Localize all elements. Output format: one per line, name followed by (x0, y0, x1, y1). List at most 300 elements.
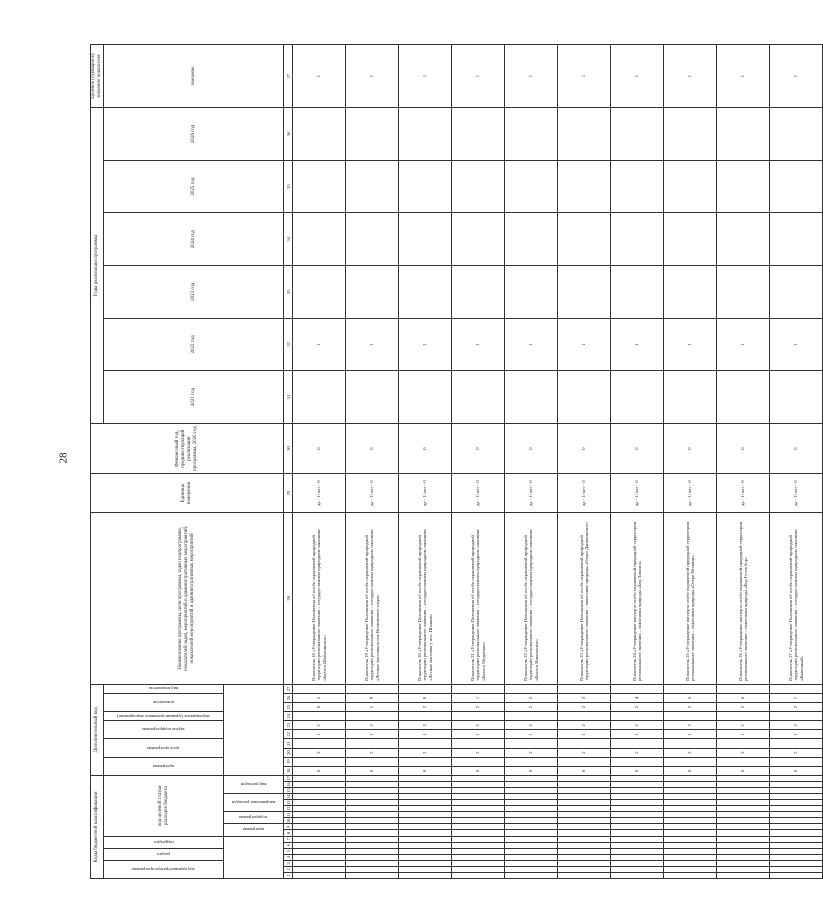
year-2021-cell (293, 371, 346, 424)
additional-code-cell: 2 (558, 721, 611, 730)
year-2023-cell (293, 266, 346, 319)
additional-code-cell: 8 (293, 766, 346, 775)
additional-code-cell (770, 712, 823, 721)
table-row (664, 45, 717, 879)
budget-code-cell (717, 866, 770, 872)
budget-code-cell (346, 872, 399, 878)
budget-code-cell (399, 872, 452, 878)
additional-code-cell: 2 (717, 721, 770, 730)
year-2023-cell (558, 266, 611, 319)
additional-code-cell (558, 684, 611, 693)
year-2025-cell (664, 160, 717, 213)
budget-code-cell (664, 812, 717, 818)
additional-code-cell: 3 (558, 693, 611, 702)
year-2025-cell (452, 160, 505, 213)
budget-code-cell (558, 782, 611, 788)
additional-code-cell: 1 (770, 730, 823, 739)
budget-code-cell (770, 824, 823, 830)
budget-code-cell (293, 775, 346, 781)
unit-cell: да - 1/ нет - 0 (770, 474, 823, 512)
budget-code-cell (505, 830, 558, 836)
additional-code-cell: 7 (770, 693, 823, 702)
additional-code-cell (717, 739, 770, 748)
additional-code-cell: 8 (770, 766, 823, 775)
budget-code-cell (611, 848, 664, 854)
budget-code-cell (664, 800, 717, 806)
budget-code-cell (346, 800, 399, 806)
additional-code-cell (293, 739, 346, 748)
additional-code-cell (346, 684, 399, 693)
additional-code-cell: 1 (346, 730, 399, 739)
budget-code-cell (505, 794, 558, 800)
additional-code-cell (558, 739, 611, 748)
final-value-cell: 1 (399, 45, 452, 108)
table-row (611, 45, 664, 879)
budget-code-cell (505, 812, 558, 818)
budget-code-cell (770, 775, 823, 781)
year-2026-cell (293, 108, 346, 161)
budget-code-cell (717, 830, 770, 836)
budget-code-cell (505, 775, 558, 781)
additional-code-cell: 8 (346, 766, 399, 775)
finance-year-header: Финансовый год, предшествующий реализации программы, 2020 год (91, 423, 284, 474)
budget-code-cell (452, 794, 505, 800)
additional-code-cell: 2 (399, 721, 452, 730)
year-2022-cell: 1 (611, 318, 664, 371)
additional-code-cell: 2 (664, 703, 717, 712)
additional-code-cell (346, 739, 399, 748)
additional-code-cell: 9 (346, 693, 399, 702)
final-value-cell: 1 (664, 45, 717, 108)
year-2024-cell (293, 213, 346, 266)
year-2021-header: 2021 год (104, 371, 284, 424)
budget-col-target-article: код целевой статьи расходов бюджета (104, 775, 224, 836)
budget-code-cell (293, 794, 346, 800)
additional-code-cell (770, 739, 823, 748)
budget-code-cell (293, 860, 346, 866)
additional-code-cell (770, 757, 823, 766)
additional-code-cell (611, 684, 664, 693)
additional-code-cell: 2 (717, 703, 770, 712)
budget-code-cell (346, 775, 399, 781)
budget-code-cell (558, 812, 611, 818)
budget-code-cell (558, 860, 611, 866)
base-value-cell: 0 (293, 423, 346, 474)
year-2025-cell (717, 160, 770, 213)
budget-code-cell (770, 794, 823, 800)
budget-code-cell (558, 848, 611, 854)
base-value-cell: 0 (664, 423, 717, 474)
additional-code-cell (611, 757, 664, 766)
budget-code-cell (346, 842, 399, 848)
budget-code-cell (717, 854, 770, 860)
final-value-header: Целевое (суммарное) значение показателя (91, 45, 104, 108)
year-2025-cell (505, 160, 558, 213)
year-2025-header: 2025 год (104, 160, 284, 213)
budget-code-cell (717, 818, 770, 824)
budget-code-cell (770, 818, 823, 824)
unit-cell: да - 1/ нет - 0 (399, 474, 452, 512)
unit-cell: да - 1/ нет - 0 (717, 474, 770, 512)
add-col-task: задача подпрограммы (142, 727, 185, 733)
budget-code-cell (452, 830, 505, 836)
budget-code-cell (505, 782, 558, 788)
year-2024-cell (346, 213, 399, 266)
indicator-name: Показатель 25 «Утверждение паспорта особо охраняемой природной территории регионального значения – памятника природы «Озеро Мочище» (664, 512, 717, 684)
budget-code-cell (611, 830, 664, 836)
year-2021-cell (717, 371, 770, 424)
add-col-measure: мероприятие (административное мероприятие) (117, 713, 210, 719)
budget-code-cell (399, 842, 452, 848)
budget-code-cell (770, 848, 823, 854)
additional-code-cell (399, 739, 452, 748)
year-2026-cell (505, 108, 558, 161)
budget-code-cell (611, 854, 664, 860)
additional-code-cell: 1 (664, 730, 717, 739)
budget-code-cell (293, 788, 346, 794)
budget-code-cell (293, 800, 346, 806)
table-wrapper (90, 44, 804, 879)
year-2025-cell (611, 160, 664, 213)
year-2021-cell (399, 371, 452, 424)
budget-code-cell (505, 860, 558, 866)
budget-code-cell (611, 800, 664, 806)
additional-code-cell: 2 (611, 748, 664, 757)
budget-code-cell (399, 782, 452, 788)
budget-code-cell (346, 836, 399, 842)
budget-code-cell (452, 866, 505, 872)
budget-code-cell (346, 848, 399, 854)
additional-code-cell: 2 (293, 748, 346, 757)
year-2024-cell (664, 213, 717, 266)
budget-code-cell (770, 830, 823, 836)
budget-code-cell (664, 830, 717, 836)
budget-code-cell (452, 854, 505, 860)
base-value-cell: 0 (611, 423, 664, 474)
additional-code-cell: 2 (558, 703, 611, 712)
budget-code-cell (452, 806, 505, 812)
additional-code-cell: 0 (399, 693, 452, 702)
budget-code-cell (293, 866, 346, 872)
additional-code-cell: 8 (717, 766, 770, 775)
budget-code-cell (664, 775, 717, 781)
budget-code-cell (717, 842, 770, 848)
year-2023-cell (717, 266, 770, 319)
additional-code-cell: 1 (505, 730, 558, 739)
budget-code-cell (611, 812, 664, 818)
budget-code-cell (558, 830, 611, 836)
budget-col-expense-type: вид расходов (240, 781, 267, 787)
indicator-name: Показатель 19 «Утверждение Положения об особо охраняемой природной территории регионального значения – государственном природном заказнике «Лесные массивы возле Волковского озера» (346, 512, 399, 684)
budget-code-cell (558, 788, 611, 794)
budget-code-cell (293, 782, 346, 788)
budget-code-cell (611, 775, 664, 781)
base-value-cell: 0 (399, 423, 452, 474)
budget-code-cell (664, 782, 717, 788)
base-value-cell: 0 (505, 423, 558, 474)
budget-code-cell (293, 818, 346, 824)
budget-code-cell (611, 866, 664, 872)
year-2023-cell (346, 266, 399, 319)
budget-code-cell (452, 782, 505, 788)
additional-code-cell (664, 757, 717, 766)
additional-code-cell (452, 684, 505, 693)
additional-code-cell: 2 (611, 703, 664, 712)
additional-code-cell (611, 739, 664, 748)
year-2024-cell (452, 213, 505, 266)
year-2021-cell (664, 371, 717, 424)
additional-code-cell: 8 (664, 766, 717, 775)
additional-code-cell (664, 739, 717, 748)
additional-code-cell (452, 712, 505, 721)
unit-cell: да - 1/ нет - 0 (558, 474, 611, 512)
additional-code-cell: 8 (399, 766, 452, 775)
year-2026-header: 2026 год (104, 108, 284, 161)
budget-code-cell (399, 848, 452, 854)
years-header: Годы реализации программы (91, 108, 104, 424)
budget-code-cell (452, 775, 505, 781)
base-value-cell: 0 (346, 423, 399, 474)
table-row (558, 45, 611, 879)
year-2024-cell (558, 213, 611, 266)
budget-code-cell (452, 812, 505, 818)
budget-code-cell (717, 836, 770, 842)
additional-code-cell: 1 (293, 730, 346, 739)
budget-code-cell (770, 866, 823, 872)
additional-code-cell: 2 (346, 748, 399, 757)
add-col-goal: цель программы (147, 745, 180, 751)
add-col-indicator-type: вид показателя (148, 686, 179, 692)
additional-code-cell: 6 (717, 693, 770, 702)
table-row (505, 45, 558, 879)
base-value-cell: 0 (770, 423, 823, 474)
budget-code-cell (717, 782, 770, 788)
final-value-cell: 1 (558, 45, 611, 108)
budget-code-cell (505, 788, 558, 794)
budget-code-cell (346, 818, 399, 824)
indicator-name: Показатель 27 «Утверждение Положения об особо охраняемой природной территории регионального значения – государственном природном заказнике «Каменный» (770, 512, 823, 684)
table-row (717, 45, 770, 879)
additional-code-cell: 2 (611, 721, 664, 730)
budget-code-cell (346, 782, 399, 788)
year-2022-header: 2022 год (104, 318, 284, 371)
year-2022-cell: 1 (664, 318, 717, 371)
additional-code-cell (293, 712, 346, 721)
year-2026-cell (664, 108, 717, 161)
budget-code-cell (505, 806, 558, 812)
budget-code-cell (399, 860, 452, 866)
additional-code-cell (558, 712, 611, 721)
budget-code-cell (346, 866, 399, 872)
additional-code-cell: 2 (664, 748, 717, 757)
budget-code-cell (558, 775, 611, 781)
budget-code-cell (346, 794, 399, 800)
year-2022-cell: 1 (717, 318, 770, 371)
year-2025-cell (293, 160, 346, 213)
year-2021-cell (611, 371, 664, 424)
year-2024-cell (717, 213, 770, 266)
additional-code-cell (664, 684, 717, 693)
budget-code-cell (717, 788, 770, 794)
additional-code-cell (399, 712, 452, 721)
budget-col-admin: код администратора программы (132, 866, 195, 872)
additional-code-cell: 2 (505, 721, 558, 730)
unit-cell: да - 1/ нет - 0 (293, 474, 346, 512)
budget-code-cell (346, 812, 399, 818)
budget-code-cell (664, 842, 717, 848)
additional-code-cell: 2 (770, 703, 823, 712)
additional-code-cell (346, 757, 399, 766)
budget-code-cell (664, 854, 717, 860)
indicator-name: Показатель 21 «Утверждение Положения об особо охраняемой природной территории регионального значения – государственном природном заказнике «Болото Медвежье» (452, 512, 505, 684)
budget-code-cell (717, 794, 770, 800)
year-2024-cell (770, 213, 823, 266)
year-2021-cell (558, 371, 611, 424)
budget-code-cell (452, 788, 505, 794)
budget-code-cell (611, 818, 664, 824)
indicator-name: Показатель 22 «Утверждение Положения об особо охраняемой природной территории регионального значения – государственном природном заказнике «Болото Никольское» (505, 512, 558, 684)
year-2022-cell: 1 (346, 318, 399, 371)
budget-code-cell (399, 812, 452, 818)
year-2026-cell (346, 108, 399, 161)
additional-code-cell (452, 739, 505, 748)
additional-code-cell (505, 757, 558, 766)
budget-code-cell (346, 806, 399, 812)
year-2024-cell (505, 213, 558, 266)
year-2026-cell (558, 108, 611, 161)
budget-code-cell (717, 806, 770, 812)
year-2025-cell (399, 160, 452, 213)
additional-code-cell: 2 (717, 748, 770, 757)
unit-cell: да - 1/ нет - 0 (452, 474, 505, 512)
add-col-indicator: показатель (152, 700, 175, 706)
budget-code-cell (770, 806, 823, 812)
additional-code-cell (452, 757, 505, 766)
additional-code-cell (505, 712, 558, 721)
additional-code-cell: 4 (611, 693, 664, 702)
budget-code-cell (664, 872, 717, 878)
budget-code-cell (717, 812, 770, 818)
year-2023-cell (664, 266, 717, 319)
budget-code-cell (558, 794, 611, 800)
additional-code-cell: 2 (505, 748, 558, 757)
final-value-cell: 1 (505, 45, 558, 108)
additional-code-cell (664, 712, 717, 721)
year-2022-cell: 1 (399, 318, 452, 371)
budget-code-cell (452, 842, 505, 848)
year-2023-cell (399, 266, 452, 319)
budget-code-cell (770, 842, 823, 848)
budget-code-cell (558, 836, 611, 842)
additional-code-cell (611, 712, 664, 721)
final-value-cell: 1 (452, 45, 505, 108)
budget-code-cell (664, 788, 717, 794)
year-2022-cell: 1 (452, 318, 505, 371)
budget-code-cell (770, 860, 823, 866)
unit-cell: да - 1/ нет - 0 (346, 474, 399, 512)
additional-code-cell: 8 (558, 766, 611, 775)
budget-code-cell (717, 860, 770, 866)
budget-code-cell (505, 854, 558, 860)
budget-code-cell (770, 788, 823, 794)
additional-code-cell: 5 (664, 693, 717, 702)
budget-code-cell (770, 854, 823, 860)
additional-code-cell: 2 (399, 748, 452, 757)
budget-code-cell (399, 806, 452, 812)
program-name-header: Наименование программы, цели программы, задач подпрограммы, показателей задач, мероприятий и административных мероприятий, показателей мероприятий и административных мероприятий (91, 512, 284, 684)
budget-code-cell (664, 866, 717, 872)
budget-code-cell (505, 818, 558, 824)
rotated-table-sheet (90, 44, 804, 879)
budget-code-cell (452, 824, 505, 830)
budget-code-cell (664, 794, 717, 800)
budget-code-cell (717, 824, 770, 830)
base-value-cell: 0 (558, 423, 611, 474)
budget-code-cell (293, 848, 346, 854)
program-table (90, 44, 823, 879)
additional-code-cell: 8 (505, 766, 558, 775)
additional-code-cell: 1 (717, 730, 770, 739)
unit-header: Единица измерения (91, 474, 284, 512)
year-2022-cell: 1 (505, 318, 558, 371)
budget-code-cell (770, 782, 823, 788)
budget-code-cell (399, 818, 452, 824)
base-value-cell: 0 (452, 423, 505, 474)
table-row (770, 45, 823, 879)
year-2021-cell (505, 371, 558, 424)
budget-code-cell (505, 824, 558, 830)
budget-code-cell (664, 860, 717, 866)
budget-code-cell (770, 836, 823, 842)
year-2023-header: 2023 год (104, 266, 284, 319)
year-2023-cell (452, 266, 505, 319)
additional-code-cell (293, 757, 346, 766)
table-row (452, 45, 505, 879)
budget-code-cell (505, 842, 558, 848)
additional-code-cell: 1 (452, 730, 505, 739)
budget-code-cell (399, 824, 452, 830)
budget-code-cell (611, 794, 664, 800)
budget-code-cell (611, 842, 664, 848)
budget-code-cell (505, 848, 558, 854)
budget-code-cell (452, 836, 505, 842)
budget-code-cell (293, 824, 346, 830)
budget-code-cell (293, 842, 346, 848)
budget-code-cell (346, 854, 399, 860)
budget-code-cell (399, 800, 452, 806)
additional-code-cell (717, 757, 770, 766)
budget-code-cell (611, 860, 664, 866)
budget-code-cell (611, 806, 664, 812)
budget-code-cell (346, 824, 399, 830)
additional-code-cell (717, 712, 770, 721)
additional-code-cell: 8 (452, 766, 505, 775)
budget-code-cell (399, 788, 452, 794)
additional-code-cell: 1 (346, 703, 399, 712)
budget-code-cell (293, 806, 346, 812)
budget-code-cell (558, 842, 611, 848)
budget-code-cell (346, 830, 399, 836)
year-2024-header: 2024 год (104, 213, 284, 266)
final-value-cell: 1 (346, 45, 399, 108)
additional-code-cell: 2 (770, 721, 823, 730)
budget-code-cell (558, 824, 611, 830)
budget-code-cell (664, 836, 717, 842)
additional-code-cell (399, 684, 452, 693)
year-2022-cell: 1 (770, 318, 823, 371)
additional-code-cell: 2 (452, 748, 505, 757)
budget-code-cell (399, 854, 452, 860)
